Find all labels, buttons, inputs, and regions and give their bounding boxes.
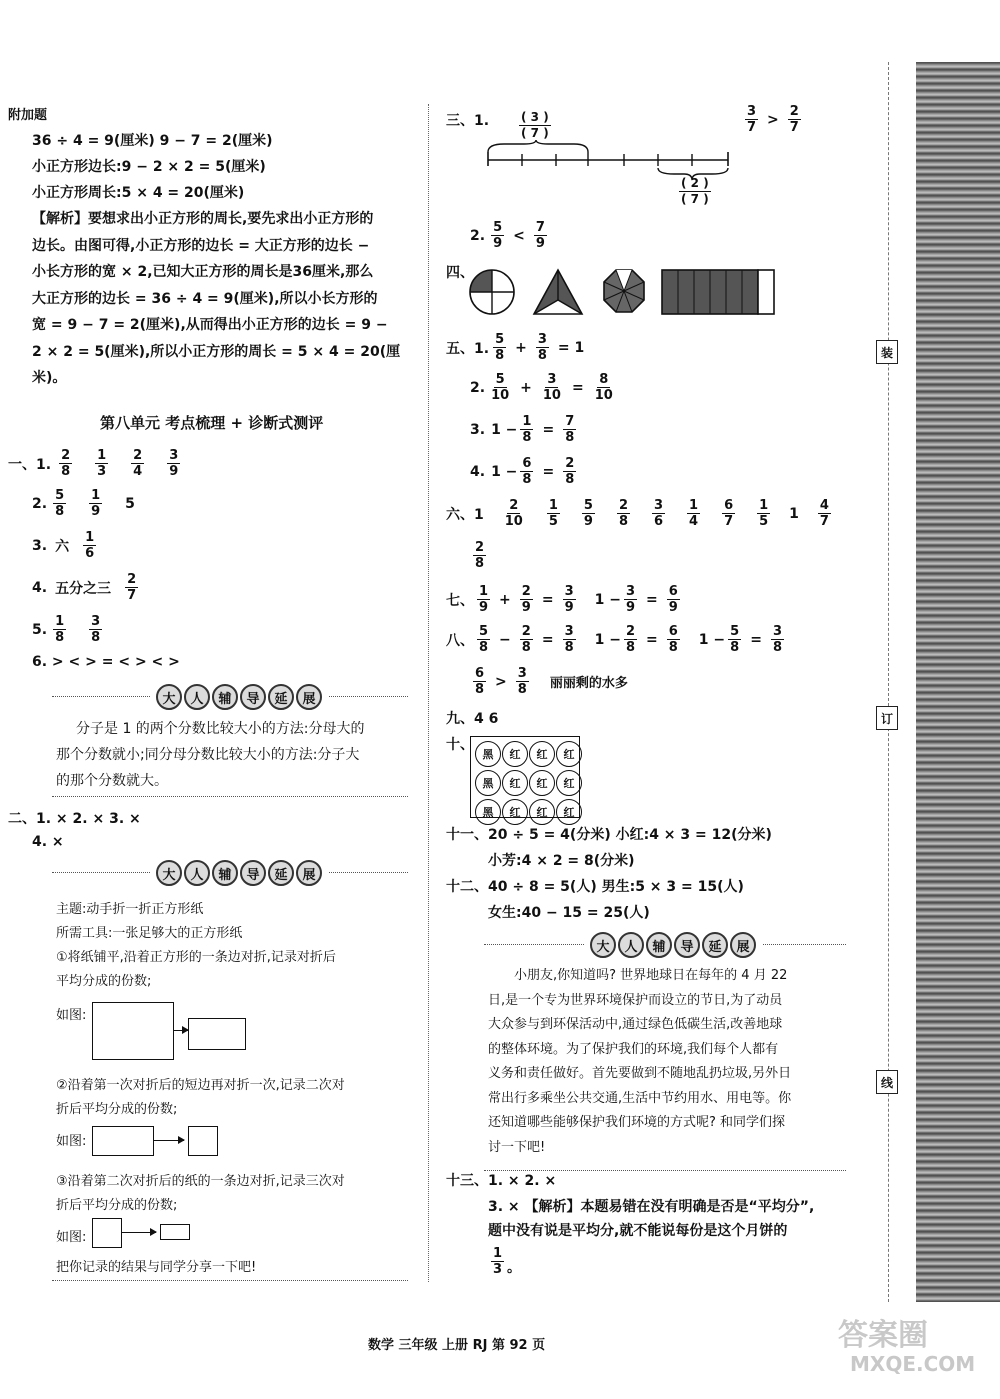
scan-edge (916, 62, 1000, 1302)
s1-q2: 2. 5 8 1 9 5 (32, 488, 135, 519)
fraction: $\frac{2}{9}$ (521, 584, 531, 615)
fraction: $\frac{3}{8}$ (772, 624, 782, 655)
s6-line2 (470, 540, 489, 571)
s11-line1: 十一、20 ÷ 5 = 4(分米) 小红:4 × 3 = 12(分米) (446, 827, 772, 843)
folded-paper-4 (92, 1218, 122, 1248)
figure-label: 如图: (56, 1134, 87, 1149)
ball-red: 红 (529, 770, 555, 796)
watermark-cn: 答案圈 (838, 1318, 928, 1353)
s1-q5: 5. 1 8 3 8 (32, 614, 101, 645)
fraction: 2 8 (61, 448, 71, 479)
s10-label: 十、 (446, 737, 474, 753)
fraction: 2 7 (127, 572, 137, 603)
fraction: $\frac{( 2 )}{( 7 )}$ (681, 176, 709, 206)
fraction: 2 10 (504, 498, 523, 529)
tip-banner: 大 人 辅 导 延 展 (150, 860, 328, 886)
fraction: 2 8 (618, 498, 628, 529)
tip-banner: 大 人 辅 导 延 展 (584, 932, 762, 958)
tip-banner: 大 人 辅 导 延 展 (150, 684, 328, 710)
s8: 八、 5 8 − $\frac{2}{8}$ = $\frac{3}{8}$ 1 − $\frac{2}{8}$ = $\frac{6}{8}$ 1 − $\frac{5}{8}$ = $\frac{3}{8}$ (446, 624, 782, 655)
fraction: $\frac{5}{8}$ (730, 624, 740, 655)
s1-q3: 3. 六 1 6 (32, 530, 95, 561)
s5-q4: 4. 1 − $\frac{6}{8}$ = $\frac{2}{8}$ (470, 456, 575, 487)
fraction: $\frac{3}{8}$ (537, 332, 547, 363)
fraction: 1 5 (548, 498, 558, 529)
fraction: $\frac{3}{8}$ (564, 624, 574, 655)
s2-line2: 4. × (32, 834, 64, 850)
s1-q6: 6. > < > = < > < > (32, 654, 180, 670)
ball-red: 红 (502, 799, 528, 825)
divided-triangle (534, 270, 582, 314)
unit-title: 第八单元 考点梳理 + 诊断式测评 (100, 414, 324, 432)
folded-paper-3 (188, 1126, 218, 1156)
number-line (484, 140, 734, 180)
divided-rectangle (662, 270, 774, 314)
bonus-analysis (32, 206, 400, 392)
fraction: $\frac{6}{9}$ (668, 584, 678, 615)
figure-label: 如图: (56, 1008, 87, 1023)
fraction: 6 7 (724, 498, 734, 529)
analysis-line: 大正方形的边长 = 36 ÷ 4 = 9(厘米),所以小长方形的 (32, 290, 378, 307)
analysis-line: 边长。由图可得,小正方形的边长 = 大正方形的边长 − (32, 237, 370, 254)
ball-red: 红 (556, 770, 582, 796)
binding-line (888, 62, 889, 1302)
tip2-step2: ②沿着第一次对折后的短边再对折一次,记录二次对 折后平均分成的份数; (56, 1078, 345, 1117)
ball-black: 黑 (475, 741, 501, 767)
s3-top-fraction (516, 110, 554, 141)
fraction: $\frac{2}{8}$ (565, 456, 575, 487)
s3-compare: 3 7 > 2 7 (747, 104, 799, 135)
tip1: 分子是 1 的两个分数比较大小的方法:分母大的 那个分数就小;同分母分数比较大小的方法:分子大 的那个分数就大。 (56, 721, 365, 789)
s5-q1: 五、1. 5 8 + $\frac{3}{8}$ = 1 (446, 332, 585, 363)
ball-red: 红 (556, 741, 582, 767)
fraction: 1 4 (689, 498, 699, 529)
fraction: 3 6 (653, 498, 664, 529)
folded-paper-2 (92, 1126, 154, 1156)
fraction: $\frac{7}{8}$ (565, 414, 575, 445)
fraction: 5 9 (493, 220, 503, 251)
fraction: 3 8 (517, 666, 527, 697)
analysis-line: 2 × 2 = 5(厘米),所以小正方形的周长 = 5 × 4 = 20(厘 (32, 343, 401, 360)
fraction: 3 7 (747, 104, 757, 135)
binding-mark: 订 (876, 706, 898, 730)
analysis-line: 宽 = 9 − 7 = 2(厘米),从而得出小正方形的边长 = 9 − (32, 317, 388, 333)
fraction: 7 9 (535, 220, 545, 251)
bonus-title: 附加题 (8, 108, 48, 123)
ball-red: 红 (556, 799, 582, 825)
fraction: 5 8 (495, 332, 505, 363)
ball-black: 黑 (475, 770, 501, 796)
fraction: 2 4 (133, 448, 143, 479)
divider (52, 796, 408, 797)
s2-line1: 二、1. × 2. × 3. × (8, 811, 141, 827)
fraction: $\frac{( 3 )}{( 7 )}$ (521, 110, 549, 140)
page-footer: 数学 三年级 上册 RJ 第 92 页 (368, 1338, 546, 1353)
analysis-line: 米)。 (32, 370, 67, 386)
fraction: 1 9 (479, 584, 489, 615)
s13-line3: 题中没有说是平均分,就不能说每份是这个月饼的 (488, 1223, 788, 1239)
fraction: 1 8 (55, 614, 65, 645)
ball-red: 红 (502, 770, 528, 796)
ball-red: 红 (502, 741, 528, 767)
fraction: 5 8 (55, 488, 65, 519)
s5-q2: 2. 5 10 + $\frac{3}{10}$ = $\frac{8}{10}$ (470, 372, 613, 403)
fraction: $\frac{2}{8}$ (521, 624, 531, 655)
analysis-line: 小长方形的宽 × 2,已知大正方形的周长是36厘米,那么 (32, 264, 374, 280)
fraction: $\frac{6}{8}$ (668, 624, 678, 655)
arrow (154, 1140, 184, 1141)
s3-q2: 2. 5 9 < 7 9 (470, 220, 545, 251)
s13-line1: 十三、1. × 2. × (446, 1173, 557, 1189)
fraction: 1 5 (759, 498, 769, 529)
binding-mark: 装 (876, 340, 898, 364)
bonus-lines (32, 128, 273, 206)
tip3: 小朋友,你知道吗? 世界地球日在每年的 4 月 22 日,是一个专为世界环境保护而设立的节日,为了动员 大众参与到环保活动中,通过绿色低碳生活,改善地球 的整体环境。为了保护我们的环境,我们每个人都有 义务和责任做好。首先要做到不随地乱扔垃圾,另外日 常出行多乘坐公共交通,生活中节约用水、用电等。你 还知道哪些能够保护我们环境的方式呢? 和同学们探 讨一下吧! (488, 968, 792, 1155)
s3-bottom-fraction (676, 176, 714, 207)
s6-line1: 六、1 2 10 1 5 5 9 2 8 3 6 1 4 6 7 1 5 1 4 7 (446, 498, 829, 529)
figure-label: 如图: (56, 1230, 87, 1245)
ball-grid (470, 736, 580, 818)
analysis-line: 【解析】要想求出小正方形的周长,要先求出小正方形的 (32, 211, 374, 227)
s11-line2: 小芳:4 × 2 = 8(分米) (488, 853, 635, 869)
ball-red: 红 (529, 799, 555, 825)
folded-paper-1 (188, 1018, 246, 1050)
fraction: 5 8 (479, 624, 489, 655)
column-divider (428, 104, 429, 1282)
fraction: $\frac{3}{10}$ (542, 372, 561, 403)
ball-black: 黑 (475, 799, 501, 825)
watermark-url: MXQE.COM (850, 1352, 976, 1376)
s1-q1 (8, 448, 183, 479)
s7: 七、 1 9 + $\frac{2}{9}$ = $\frac{3}{9}$ 1 − $\frac{3}{9}$ = $\frac{6}{9}$ (446, 584, 678, 615)
fraction: $\frac{2}{8}$ (625, 624, 636, 655)
fraction: 5 10 (491, 372, 510, 403)
fraction: $\frac{2}{8}$ (475, 540, 485, 571)
fraction: $\frac{8}{10}$ (594, 372, 613, 403)
quartered-circle (470, 270, 514, 314)
s13-fraction: 1 3 。 (493, 1246, 522, 1277)
fraction: $\frac{6}{8}$ (522, 456, 532, 487)
fraction: 4 7 (819, 498, 829, 529)
s9: 九、4 6 (446, 711, 499, 727)
fraction: 1 3 (97, 448, 107, 479)
fraction: 3 9 (169, 448, 179, 479)
fraction: 2 7 (789, 104, 799, 135)
square-paper (92, 1002, 174, 1060)
tip2-step3: ③沿着第二次对折后的纸的一条边对折,记录三次对 折后平均分成的份数; (56, 1174, 345, 1213)
bonus-line-1: 36 ÷ 4 = 9(厘米) 9 − 7 = 2(厘米) (32, 133, 273, 149)
folded-paper-5 (160, 1224, 190, 1240)
bonus-line-3: 小正方形周长:5 × 4 = 20(厘米) (32, 185, 245, 201)
s8-compare: 6 8 > 3 8 丽丽剩的水多 (475, 666, 628, 697)
s4-label: 四、 (446, 265, 474, 281)
fraction: 5 9 (583, 498, 593, 529)
s12-line2: 女生:40 − 15 = 25(人) (488, 905, 650, 921)
s5-q3: 3. 1 − $\frac{1}{8}$ = $\frac{7}{8}$ (470, 414, 575, 445)
arrow (122, 1232, 156, 1233)
fraction: 1 9 (91, 488, 101, 519)
fraction: 6 8 (475, 666, 485, 697)
divided-octagon (604, 270, 644, 312)
arrow (174, 1030, 188, 1031)
ball-red: 红 (529, 741, 555, 767)
s12-line1: 十二、40 ÷ 8 = 5(人) 男生:5 × 3 = 15(人) (446, 879, 744, 895)
binding-mark: 线 (876, 1070, 898, 1094)
fraction: 1 3 (493, 1246, 503, 1277)
bonus-line-2: 小正方形边长:9 − 2 × 2 = 5(厘米) (32, 159, 266, 175)
fraction: 3 8 (91, 614, 101, 645)
s13-line2: 3. × 【解析】本题易错在没有明确是否是“平均分”, (488, 1199, 815, 1215)
fraction: $\frac{1}{8}$ (522, 414, 532, 445)
divider (52, 1280, 408, 1281)
s1-q4: 4. 五分之三 2 7 (32, 572, 137, 603)
tip2: 主题:动手折一折正方形纸 所需工具:一张足够大的正方形纸 ①将纸铺平,沿着正方形的一条边对折,记录对折后 平均分成的份数; (56, 902, 336, 989)
fraction: $\frac{3}{9}$ (564, 584, 574, 615)
fraction: 1 6 (85, 530, 95, 561)
shapes-figure (466, 268, 806, 320)
s1-label: 一、1. (8, 456, 52, 473)
tip2-end: 把你记录的结果与同学分享一下吧! (56, 1260, 257, 1275)
fraction: $\frac{3}{9}$ (625, 584, 636, 615)
s3-label: 三、1. (446, 113, 490, 129)
